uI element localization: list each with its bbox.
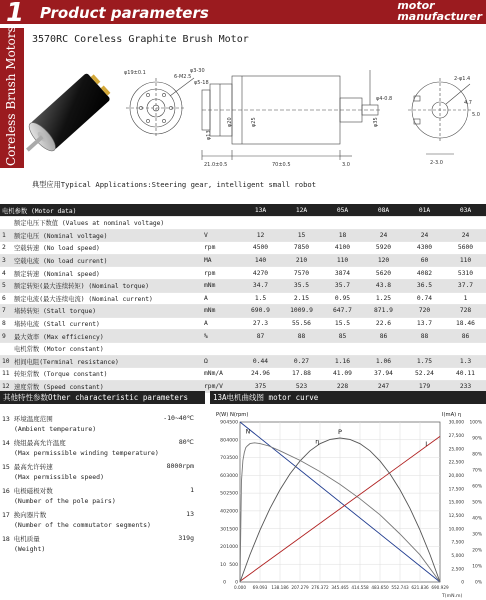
characteristic-item xyxy=(2,486,202,510)
row-value: 55.56 xyxy=(281,317,322,330)
table-row xyxy=(0,330,486,343)
row-label: 最大效率 (Max efficiency) xyxy=(12,330,202,343)
row-value: 647.7 xyxy=(322,305,363,318)
i-tick-label: 12,500 xyxy=(448,513,464,519)
table-row xyxy=(0,242,486,255)
n-tick-label: 4500 xyxy=(226,420,238,426)
row-value xyxy=(445,342,486,355)
table-row xyxy=(0,317,486,330)
row-value: 0.44 xyxy=(240,355,281,368)
characteristic-english: (Ambient temperature) xyxy=(14,425,97,433)
row-value: 7850 xyxy=(281,242,322,255)
i-tick-label: 25,000 xyxy=(448,447,464,453)
row-value xyxy=(240,342,281,355)
svg-text:φ20: φ20 xyxy=(227,117,233,127)
row-value: 4300 xyxy=(404,242,445,255)
i-tick-label: 10,000 xyxy=(448,527,464,533)
eta-tick-label: 30% xyxy=(472,532,482,538)
model-column-header: 01A xyxy=(404,204,445,217)
n-tick-label: 500 xyxy=(229,562,238,568)
row-value: 34.7 xyxy=(240,279,281,292)
row-value: 228 xyxy=(322,380,363,393)
row-value: 1.5 xyxy=(240,292,281,305)
row-unit: % xyxy=(202,330,240,343)
x-axis-unit: T(mN.m) xyxy=(442,594,463,598)
characteristic-item xyxy=(2,438,202,462)
table-row xyxy=(0,305,486,318)
section-title: Product parameters xyxy=(40,4,209,22)
row-unit: A xyxy=(202,292,240,305)
row-value xyxy=(445,217,486,230)
characteristic-item xyxy=(2,462,202,486)
eta-tick-label: 70% xyxy=(472,468,482,474)
row-label: 额定电压 (Nominal voltage) xyxy=(12,229,202,242)
characteristic-name: 18 电机质量 xyxy=(2,535,40,543)
x-tick-label: 345.465 xyxy=(331,585,349,590)
table-header-unit xyxy=(202,204,240,217)
row-value: 24.96 xyxy=(240,368,281,381)
row-value: 52.24 xyxy=(404,368,445,381)
technical-drawing xyxy=(120,60,484,176)
n-tick-label: 3500 xyxy=(226,456,238,462)
table-row xyxy=(0,254,486,267)
row-value: 24 xyxy=(363,229,404,242)
row-value: 720 xyxy=(404,305,445,318)
row-value: 4500 xyxy=(240,242,281,255)
row-value: 41.09 xyxy=(322,368,363,381)
x-tick-label: 138.186 xyxy=(271,585,289,590)
eta-tick-label: 90% xyxy=(472,436,482,442)
n-tick-label: 1000 xyxy=(226,545,238,551)
row-value xyxy=(281,342,322,355)
row-value: 179 xyxy=(404,380,445,393)
svg-text:21.0±0.5: 21.0±0.5 xyxy=(204,162,228,168)
current-series-label: I xyxy=(425,440,428,448)
row-label: 额定转矩(最大连续转矩) (Nominal torque) xyxy=(12,279,202,292)
row-value: 4270 xyxy=(240,267,281,280)
i-tick-label: 15,000 xyxy=(448,500,464,506)
x-tick-label: 552.743 xyxy=(391,585,409,590)
side-label: Coreless Brush Motors xyxy=(4,26,18,166)
svg-text:φ19±0.1: φ19±0.1 xyxy=(124,70,146,76)
model-column-header: 05A xyxy=(322,204,363,217)
svg-text:2-φ1.4: 2-φ1.4 xyxy=(454,76,471,82)
row-value xyxy=(363,342,404,355)
left-axis-label: P(W) N(rpm) xyxy=(216,412,249,418)
characteristic-english: (Number of the pole pairs) xyxy=(14,497,116,505)
svg-text:φ35: φ35 xyxy=(373,117,379,127)
i-tick-label: 17,500 xyxy=(448,487,464,493)
row-value: 17.88 xyxy=(281,368,322,381)
row-unit: rpm xyxy=(202,242,240,255)
row-value: 0.95 xyxy=(322,292,363,305)
row-number: 5 xyxy=(0,279,12,292)
table-row xyxy=(0,267,486,280)
row-number xyxy=(0,217,12,230)
row-value: 1.3 xyxy=(445,355,486,368)
row-value: 86 xyxy=(445,330,486,343)
row-value: 728 xyxy=(445,305,486,318)
row-value: 40.11 xyxy=(445,368,486,381)
table-row xyxy=(0,279,486,292)
row-label: 转矩常数 (Torque constant) xyxy=(12,368,202,381)
right-axis-label: I(mA) η xyxy=(442,412,462,418)
row-value: 43.8 xyxy=(363,279,404,292)
table-group-row xyxy=(0,342,486,355)
n-tick-label: 2500 xyxy=(226,491,238,497)
i-tick-label: 27,500 xyxy=(448,433,464,439)
header-bar xyxy=(0,0,486,28)
row-value: 88 xyxy=(281,330,322,343)
row-number: 7 xyxy=(0,305,12,318)
row-value: 37.7 xyxy=(445,279,486,292)
row-number: 12 xyxy=(0,380,12,393)
characteristic-value: 8000rpm xyxy=(166,462,194,470)
row-number: 4 xyxy=(0,267,12,280)
row-value: 140 xyxy=(240,254,281,267)
model-column-header: 12A xyxy=(281,204,322,217)
characteristic-value: 1 xyxy=(190,486,194,494)
characteristic-name: 16 电极磁极对数 xyxy=(2,487,53,495)
p-tick-label: 40 xyxy=(220,509,226,515)
row-value: 871.9 xyxy=(363,305,404,318)
i-tick-label: 2,500 xyxy=(451,567,464,573)
characteristic-english: (Max permissible speed) xyxy=(14,473,105,481)
model-column-header: 03A xyxy=(445,204,486,217)
p-tick-label: 20 xyxy=(220,545,226,551)
row-value xyxy=(322,342,363,355)
n-tick-label: 4000 xyxy=(226,438,238,444)
characteristic-name: 17 换向器片数 xyxy=(2,511,47,519)
row-value: 523 xyxy=(281,380,322,393)
efficiency-series-label: η xyxy=(315,437,320,446)
row-unit: MA xyxy=(202,254,240,267)
x-tick-label: 69.093 xyxy=(252,585,268,590)
svg-text:3.0: 3.0 xyxy=(342,162,350,168)
characteristic-value: -10~40℃ xyxy=(163,414,194,422)
x-tick-label: 690.929 xyxy=(431,585,449,590)
characteristic-item xyxy=(2,414,202,438)
model-column-header: 08A xyxy=(363,204,404,217)
row-value: 2.15 xyxy=(281,292,322,305)
row-unit: A xyxy=(202,317,240,330)
row-value: 4082 xyxy=(404,267,445,280)
characteristic-item xyxy=(2,510,202,534)
characteristic-english: (Max permissible winding temperature) xyxy=(14,449,159,457)
table-row xyxy=(0,355,486,368)
row-unit: rpm/V xyxy=(202,380,240,393)
row-label: 电机常数 (Motor constant) xyxy=(12,342,202,355)
svg-text:φ5-18: φ5-18 xyxy=(194,80,209,86)
eta-tick-label: 80% xyxy=(472,452,482,458)
row-value: 60 xyxy=(404,254,445,267)
row-value: 22.6 xyxy=(363,317,404,330)
row-value: 5620 xyxy=(363,267,404,280)
svg-text:6-M2.5: 6-M2.5 xyxy=(174,74,192,80)
typical-applications: 典型应用Typical Applications:Steering gear, intelligent small robot xyxy=(32,180,317,189)
row-value: 247 xyxy=(363,380,404,393)
p-tick-label: 80 xyxy=(220,438,226,444)
p-tick-label: 50 xyxy=(220,491,226,497)
eta-tick-label: 40% xyxy=(472,516,482,522)
row-value: 0.27 xyxy=(281,355,322,368)
characteristic-value: 80℃ xyxy=(178,438,194,446)
table-group-row xyxy=(0,217,486,230)
brand-logo: motor manufacturer xyxy=(397,0,482,23)
x-tick-label: 207.279 xyxy=(291,585,309,590)
row-label: 额定电流(最大连续电流) (Nominal current) xyxy=(12,292,202,305)
row-value: 3874 xyxy=(322,267,363,280)
eta-tick-label: 20% xyxy=(472,548,482,554)
p-tick-label: 60 xyxy=(220,473,226,479)
row-number: 9 xyxy=(0,330,12,343)
svg-text:5.0: 5.0 xyxy=(472,112,480,118)
x-tick-label: 276.372 xyxy=(311,585,329,590)
model-column-header: 13A xyxy=(240,204,281,217)
power-series-label: P xyxy=(338,428,342,436)
row-value: 85 xyxy=(322,330,363,343)
row-value xyxy=(404,217,445,230)
x-tick-label: 483.650 xyxy=(371,585,389,590)
table-header-label: 电机参数 (Motor data) xyxy=(0,204,202,217)
row-value: 13.7 xyxy=(404,317,445,330)
row-value: 110 xyxy=(322,254,363,267)
n-tick-label: 1500 xyxy=(226,527,238,533)
table-row xyxy=(0,292,486,305)
row-value xyxy=(281,217,322,230)
characteristic-name: 15 最高允许转速 xyxy=(2,463,53,471)
svg-text:φ3-30: φ3-30 xyxy=(190,68,205,74)
row-unit: rpm xyxy=(202,267,240,280)
svg-text:φ4-0.8: φ4-0.8 xyxy=(376,96,393,102)
row-value: 35.5 xyxy=(281,279,322,292)
row-number xyxy=(0,342,12,355)
row-value: 7570 xyxy=(281,267,322,280)
row-value: 1.16 xyxy=(322,355,363,368)
row-value: 86 xyxy=(363,330,404,343)
row-value: 1 xyxy=(445,292,486,305)
row-number: 8 xyxy=(0,317,12,330)
n-tick-label: 0 xyxy=(235,580,238,586)
row-value: 1.75 xyxy=(404,355,445,368)
motor-curve-chart xyxy=(208,404,486,598)
row-value: 18.46 xyxy=(445,317,486,330)
characteristic-name: 13 环境温度范围 xyxy=(2,415,53,423)
row-value: 120 xyxy=(363,254,404,267)
row-value: 375 xyxy=(240,380,281,393)
characteristic-english: (Number of the commutator segments) xyxy=(14,521,151,529)
row-label: 额定转速 (Nominal speed) xyxy=(12,267,202,280)
row-value: 1.25 xyxy=(363,292,404,305)
row-value: 1009.9 xyxy=(281,305,322,318)
row-value: 5600 xyxy=(445,242,486,255)
section-number: 1 xyxy=(6,0,25,28)
table-header-row xyxy=(0,204,486,217)
chart-title: 13A电机曲线图 motor curve xyxy=(210,391,486,404)
row-value xyxy=(322,217,363,230)
row-value xyxy=(240,217,281,230)
x-tick-label: 621.836 xyxy=(411,585,429,590)
row-label: 堵转转矩 (Stall torque) xyxy=(12,305,202,318)
n-tick-label: 2000 xyxy=(226,509,238,515)
row-value: 233 xyxy=(445,380,486,393)
characteristic-english: (Weight) xyxy=(14,545,46,553)
i-tick-label: 30,000 xyxy=(448,420,464,426)
row-value: 12 xyxy=(240,229,281,242)
row-value: 5310 xyxy=(445,267,486,280)
eta-tick-label: 100% xyxy=(469,420,482,426)
row-value: 5920 xyxy=(363,242,404,255)
row-value: 88 xyxy=(404,330,445,343)
table-row xyxy=(0,368,486,381)
row-value: 36.5 xyxy=(404,279,445,292)
row-value: 18 xyxy=(322,229,363,242)
other-params-header: 其他特性参数Other characteristic parameters xyxy=(0,391,205,404)
row-label: 空载电流 (No load current) xyxy=(12,254,202,267)
row-unit xyxy=(202,342,240,355)
row-label: 额定电压下数值 (Values at nominal voltage) xyxy=(12,217,202,230)
svg-text:φ25: φ25 xyxy=(251,117,257,127)
n-tick-label: 3000 xyxy=(226,473,238,479)
row-number: 6 xyxy=(0,292,12,305)
eta-tick-label: 60% xyxy=(472,484,482,490)
row-value: 210 xyxy=(281,254,322,267)
row-value: 37.94 xyxy=(363,368,404,381)
svg-text:φ13: φ13 xyxy=(206,130,212,140)
row-unit: mNm xyxy=(202,279,240,292)
row-unit: Ω xyxy=(202,355,240,368)
i-tick-label: 22,500 xyxy=(448,460,464,466)
svg-text:2-3.0: 2-3.0 xyxy=(430,160,443,166)
characteristic-name: 14 绕组最高允许温度 xyxy=(2,439,66,447)
row-unit: mNm/A xyxy=(202,368,240,381)
table-row xyxy=(0,229,486,242)
x-tick-label: 0.000 xyxy=(234,585,246,590)
p-tick-label: 0 xyxy=(223,580,226,586)
eta-tick-label: 50% xyxy=(472,500,482,506)
row-number: 10 xyxy=(0,355,12,368)
characteristic-item xyxy=(2,534,202,558)
row-value: 27.3 xyxy=(240,317,281,330)
row-value: 15 xyxy=(281,229,322,242)
row-value: 1.06 xyxy=(363,355,404,368)
i-tick-label: 7,500 xyxy=(451,540,464,546)
row-label: 堵转电流 (Stall current) xyxy=(12,317,202,330)
row-label: 相间电阻(Terminal resistance) xyxy=(12,355,202,368)
row-number: 2 xyxy=(0,242,12,255)
row-value: 0.74 xyxy=(404,292,445,305)
row-value xyxy=(363,217,404,230)
i-tick-label: 0 xyxy=(461,580,464,586)
other-params-list xyxy=(2,414,202,558)
row-number: 11 xyxy=(0,368,12,381)
row-label: 速度常数 (Speed constant) xyxy=(12,380,202,393)
row-unit: V xyxy=(202,229,240,242)
row-value: 110 xyxy=(445,254,486,267)
svg-text:4.7: 4.7 xyxy=(464,100,472,106)
row-value: 24 xyxy=(445,229,486,242)
row-number: 3 xyxy=(0,254,12,267)
p-tick-label: 90 xyxy=(220,420,226,426)
eta-tick-label: 0% xyxy=(475,580,482,586)
motor-data-table xyxy=(0,204,486,393)
row-value xyxy=(404,342,445,355)
row-number: 1 xyxy=(0,229,12,242)
model-title: 3570RC Coreless Graphite Brush Motor xyxy=(32,34,249,45)
eta-tick-label: 10% xyxy=(472,564,482,570)
row-value: 24 xyxy=(404,229,445,242)
speed-series-label: N xyxy=(245,428,251,436)
characteristic-value: 319g xyxy=(178,534,194,542)
row-value: 4100 xyxy=(322,242,363,255)
p-tick-label: 70 xyxy=(220,456,226,462)
x-tick-label: 414.558 xyxy=(351,585,369,590)
row-unit xyxy=(202,217,240,230)
row-unit: mNm xyxy=(202,305,240,318)
motor-photo xyxy=(26,58,118,162)
p-tick-label: 10 xyxy=(220,562,226,568)
svg-text:70±0.5: 70±0.5 xyxy=(272,162,291,168)
row-value: 87 xyxy=(240,330,281,343)
row-label: 空载转速 (No load speed) xyxy=(12,242,202,255)
i-tick-label: 20,000 xyxy=(448,473,464,479)
row-value: 15.5 xyxy=(322,317,363,330)
i-tick-label: 5,000 xyxy=(451,553,464,559)
row-value: 35.7 xyxy=(322,279,363,292)
characteristic-value: 13 xyxy=(186,510,194,518)
p-tick-label: 30 xyxy=(220,527,226,533)
row-value: 690.9 xyxy=(240,305,281,318)
